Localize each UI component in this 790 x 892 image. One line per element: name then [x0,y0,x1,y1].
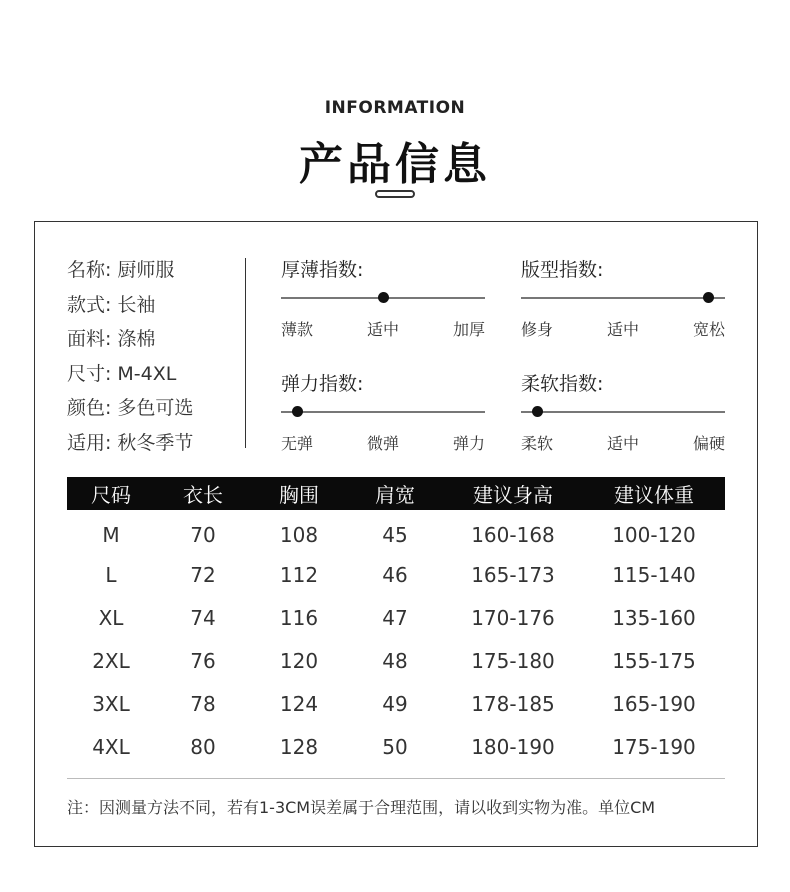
softness-index [521,369,725,453]
thickness-label-low: 薄款 [281,320,314,339]
thickness-index [281,255,485,339]
thickness-label-high: 加厚 [452,320,485,339]
fit-label-mid: 适中 [606,320,639,339]
attribute-key: 颜色: [67,397,112,419]
table-header-row [67,477,725,510]
thickness-index-marker [378,292,389,303]
table-cell: 100-120 [612,522,696,547]
table-cell: 180-190 [471,734,555,759]
column-header: 肩宽 [347,477,443,510]
table-cell: 116 [279,605,319,630]
attribute-row [67,255,193,290]
table-cell: 46 [382,562,408,587]
table-cell: 155-175 [612,648,696,673]
table-cell: 76 [190,648,216,673]
attribute-value: M-4XL [117,362,177,385]
product-info-panel [34,221,758,847]
column-header: 尺码 [67,477,155,510]
table-cell: 50 [382,734,408,759]
thickness-label-mid: 适中 [366,320,399,339]
table-cell: 160-168 [471,522,555,547]
table-row [67,553,725,596]
table-cell: 135-160 [612,605,696,630]
table-cell: L [105,562,117,587]
table-cell: 165-173 [471,562,555,587]
table-cell: 178-185 [471,691,555,716]
elasticity-index [281,369,485,453]
table-cell: 48 [382,648,408,673]
table-row [67,596,725,639]
thickness-index-title: 厚薄指数: [281,259,364,281]
attribute-row [67,290,193,325]
table-cell: 124 [279,691,319,716]
table-cell: M [102,522,120,547]
softness-label-mid: 适中 [606,434,639,453]
elasticity-index-title: 弹力指数: [281,373,364,395]
table-cell: 47 [382,605,408,630]
table-row [67,682,725,725]
elasticity-label-high: 弹力 [452,434,485,453]
attribute-list [67,255,193,462]
fit-label-low: 修身 [521,320,554,339]
fit-index-marker [703,292,714,303]
table-cell: 108 [279,522,319,547]
table-cell: 72 [190,562,216,587]
table-row [67,639,725,682]
table-cell: 175-180 [471,648,555,673]
attribute-row [67,428,193,463]
fit-index-track [521,297,725,299]
softness-label-high: 偏硬 [692,434,725,453]
attribute-key: 名称: [67,259,112,281]
size-chart-table [67,477,725,768]
table-cell: 165-190 [612,691,696,716]
table-cell: 4XL [92,734,130,759]
page-title: 产品信息 [299,139,491,190]
column-header: 胸围 [251,477,347,510]
attribute-value: 厨师服 [117,259,175,281]
table-cell: 128 [279,734,319,759]
table-cell: 2XL [92,648,130,673]
column-header: 衣长 [155,477,251,510]
table-cell: 70 [190,522,216,547]
attribute-value: 涤棉 [117,328,156,350]
attribute-key: 适用: [67,431,112,454]
attribute-row [67,393,193,428]
table-cell: 175-190 [612,734,696,759]
attribute-row [67,359,193,394]
table-row [67,725,725,768]
fit-index [521,255,725,339]
softness-index-marker [532,406,543,417]
title-decoration [375,190,415,198]
table-cell: 49 [382,691,408,716]
measurement-note: 注：因测量方法不同，若有1-3CM误差属于合理范围，请以收到实物为准。单位CM [67,798,656,817]
horizontal-divider [67,778,725,779]
table-cell: 74 [190,605,216,630]
elasticity-label-mid: 微弹 [366,434,399,453]
elasticity-label-low: 无弹 [281,434,314,453]
attribute-key: 面料: [67,328,112,350]
fit-label-high: 宽松 [692,320,725,339]
attribute-value: 多色可选 [117,397,194,419]
column-header: 建议身高 [443,477,583,510]
table-cell: 45 [382,522,408,547]
header-subtitle: INFORMATION [324,98,466,118]
table-cell: 170-176 [471,605,555,630]
softness-index-track [521,411,725,413]
softness-label-low: 柔软 [521,434,554,453]
softness-index-title: 柔软指数: [521,373,604,395]
table-cell: 120 [279,648,319,673]
table-cell: 112 [279,562,319,587]
table-cell: 80 [190,734,216,759]
attribute-key: 款式: [67,293,112,316]
table-cell: 78 [190,691,216,716]
attribute-row [67,324,193,359]
table-row [67,510,725,553]
attribute-value: 秋冬季节 [117,431,194,454]
column-header: 建议体重 [583,477,725,510]
attribute-value: 长袖 [117,293,156,316]
elasticity-index-track [281,411,485,413]
attribute-key: 尺寸: [67,362,112,385]
vertical-divider [245,258,246,448]
elasticity-index-marker [292,406,303,417]
table-cell: 115-140 [612,562,696,587]
table-cell: XL [98,605,124,630]
fit-index-title: 版型指数: [521,259,604,281]
table-cell: 3XL [92,691,130,716]
